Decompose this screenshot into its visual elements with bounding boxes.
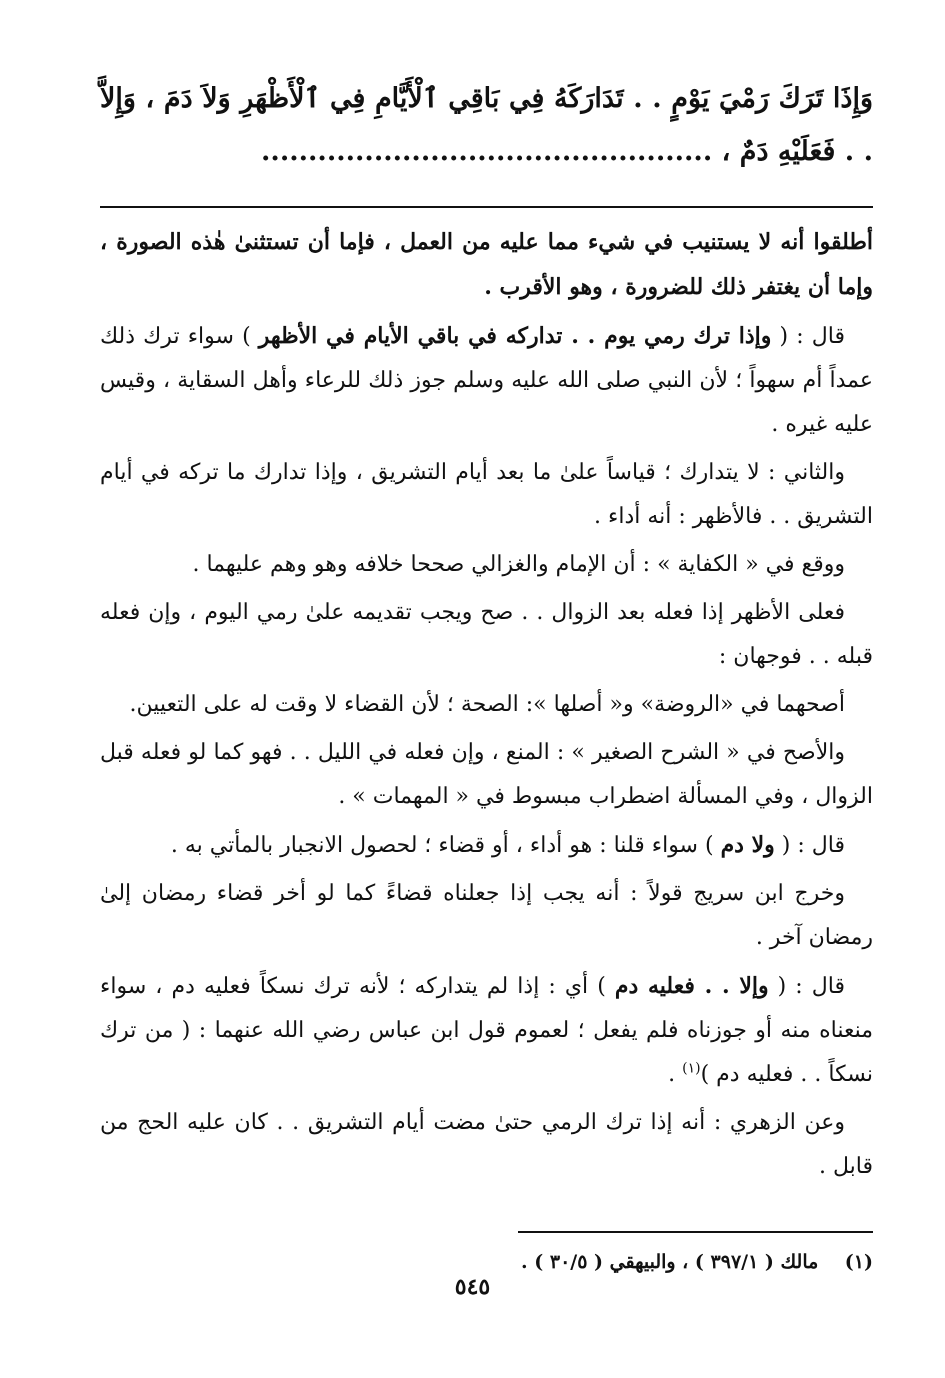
commentary-paragraph (100, 1101, 873, 1189)
commentary-paragraph (100, 823, 873, 868)
matn-text (100, 72, 873, 178)
paragraph-text: . (668, 1062, 683, 1087)
paragraph-text: والأصح في « الشرح الصغير » : المنع ، وإن فعله في الليل . . فهو كما لو فعله قبل الزوال ، وفي المسألة اضطراب مبسوط في « المهمات » . (100, 740, 873, 809)
paragraph-text: قال : ( (771, 324, 845, 349)
commentary-paragraph (100, 683, 873, 727)
commentary-paragraph (100, 314, 873, 447)
commentary-paragraph (100, 872, 873, 960)
page-number: ٥٤٥ (454, 1274, 491, 1300)
quoted-matn: ولا دم (720, 832, 775, 858)
paragraph-text: أصحهما في «الروضة» و« أصلها »: الصحة ؛ لأن القضاء لا وقت له على التعيين. (129, 692, 845, 717)
quoted-matn: وإذا ترك رمي يوم . . تداركه في باقي الأيام في الأظهر (258, 323, 772, 349)
footnote (100, 1247, 873, 1277)
commentary-paragraph (100, 220, 873, 310)
paragraph-text: والثاني : لا يتدارك ؛ قياساً علىٰ ما بعد أيام التشريق ، وإذا تدارك ما تركه في أيام التشريق . . فالأظهر : أنه أداء . (100, 460, 873, 529)
commentary-paragraph (100, 451, 873, 539)
paragraph-text: قال : ( (768, 974, 845, 999)
matn-separator-rule (100, 206, 873, 208)
paragraph-text: ) أي : إذا لم يتداركه ؛ لأنه ترك نسكاً فعليه دم ، سواء منعناه منه أو جوزناه فلم يفعل ؛ لعموم قول ابن عباس رضي الله عنهما : ( من ترك نسكاً . . فعليه دم ) (100, 974, 873, 1087)
matn-line: وَإِذَا تَرَكَ رَمْيَ يَوْمٍ . . تَدَارَكَهُ فِي بَاقِي ٱلْأَيَّامِ فِي ٱلْأَظْهَرِ وَلاَ دَمَ ، وَإِلاَّ . . فَعَلَيْهِ دَمٌ ، (100, 83, 873, 167)
paragraph-text: ووقع في « الكفاية » : أن الإمام والغزالي صححا خلافه وهو وهم عليهما . (192, 552, 845, 577)
footnote-separator-rule (518, 1231, 873, 1233)
footnote-text: مالك ( ٣٩٧/١ ) ، والبيهقي ( ٣٠/٥ ) . (521, 1251, 819, 1273)
commentary-body (100, 220, 873, 1189)
paragraph-text: قال : ( (774, 833, 845, 858)
quoted-matn: أطلقوا أنه لا يستنيب في شيء مما عليه من العمل ، فإما أن تستثنىٰ هٰذه الصورة ، وإما أن يغتفر ذلك للضرورة ، وهو الأقرب . (100, 229, 873, 300)
paragraph-text: ) سواء ترك ذلك عمداً أم سهواً ؛ لأن النبي صلى الله عليه وسلم جوز ذلك للرعاء وأهل السقاية ، وقيس عليه غيره . (100, 324, 873, 437)
commentary-paragraph (100, 731, 873, 819)
matn-dots: ................................................ (261, 136, 713, 167)
paragraph-text: ) سواء قلنا : هو أداء ، أو قضاء ؛ لحصول الانجبار بالمأتي به . (170, 833, 721, 858)
commentary-paragraph (100, 964, 873, 1097)
footnote-marker: (١) (844, 1251, 873, 1273)
commentary-paragraph (100, 591, 873, 679)
quoted-matn: وإلا . . فعليه دم (614, 973, 769, 999)
paragraph-text: فعلى الأظهر إذا فعله بعد الزوال . . صح ويجب تقديمه علىٰ رمي اليوم ، وإن فعله قبله . . فوجهان : (100, 600, 873, 669)
paragraph-text: وعن الزهري : أنه إذا ترك الرمي حتىٰ مضت أيام التشريق . . كان عليه الحج من قابل . (100, 1110, 873, 1179)
commentary-paragraph (100, 543, 873, 587)
footnote-reference: (١) (682, 1060, 701, 1077)
paragraph-text: وخرج ابن سريج قولاً : أنه يجب إذا جعلناه قضاءً كما لو أخر قضاء رمضان إلىٰ رمضان آخر . (100, 881, 873, 950)
